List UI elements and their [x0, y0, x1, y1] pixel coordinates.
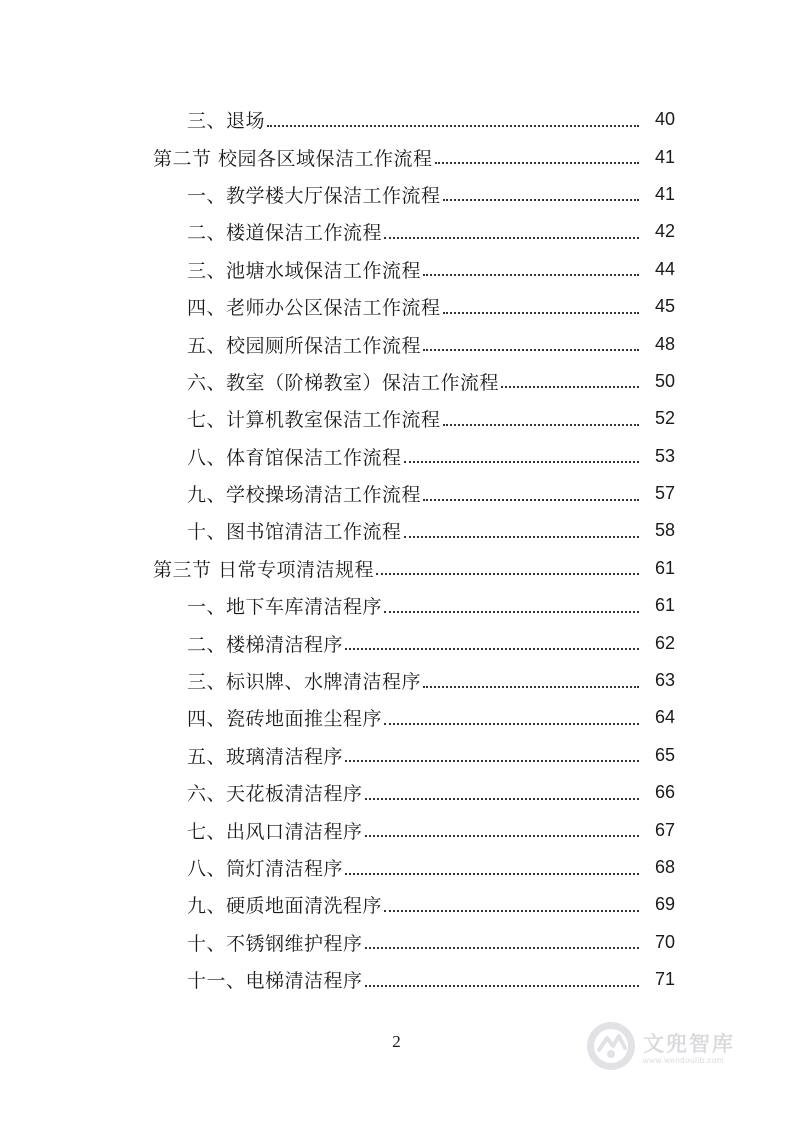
toc-entry[interactable]	[0, 400, 793, 437]
toc-entry[interactable]	[0, 438, 793, 475]
toc-entry[interactable]	[0, 363, 793, 400]
toc-page-number: 48	[654, 333, 675, 354]
toc-page-number: 71	[654, 969, 675, 990]
toc-page-number: 66	[654, 782, 675, 803]
toc-page-number: 57	[654, 483, 675, 504]
toc-entry[interactable]	[0, 961, 793, 998]
toc-page-number: 58	[654, 520, 675, 541]
toc-dot-leader	[345, 873, 639, 875]
toc-page-number: 70	[654, 931, 675, 952]
toc-entry-title: 六、教室（阶梯教室）保洁工作流程	[187, 371, 500, 394]
toc-entry[interactable]	[0, 176, 793, 213]
toc-entry-title: 五、玻璃清洁程序	[187, 745, 344, 768]
toc-entry[interactable]	[0, 924, 793, 961]
table-of-contents	[0, 101, 793, 998]
toc-page-number: 67	[654, 819, 675, 840]
toc-page-number: 61	[654, 595, 675, 616]
toc-page-number: 41	[654, 183, 675, 204]
toc-dot-leader	[376, 573, 639, 575]
toc-dot-leader	[384, 723, 639, 725]
toc-entry-title: 三、标识牌、水牌清洁程序	[187, 671, 422, 694]
toc-dot-leader	[443, 424, 639, 426]
toc-entry[interactable]	[0, 475, 793, 512]
toc-entry[interactable]	[0, 737, 793, 774]
toc-page-number: 53	[654, 445, 675, 466]
toc-entry[interactable]	[0, 251, 793, 288]
toc-entry[interactable]	[0, 325, 793, 362]
toc-dot-leader	[345, 648, 639, 650]
toc-entry-title: 二、楼梯清洁程序	[187, 633, 344, 656]
toc-entry-title: 十、不锈钢维护程序	[187, 932, 363, 955]
toc-entry-title: 十一、电梯清洁程序	[187, 970, 363, 993]
toc-dot-leader	[501, 386, 639, 388]
toc-dot-leader	[365, 947, 639, 949]
toc-entry-title: 三、池塘水域保洁工作流程	[187, 259, 422, 282]
toc-page-number: 61	[654, 557, 675, 578]
toc-dot-leader	[384, 237, 639, 239]
toc-section-entry[interactable]	[0, 550, 793, 587]
toc-entry[interactable]	[0, 587, 793, 624]
toc-entry-title: 四、瓷砖地面推尘程序	[187, 708, 383, 731]
toc-dot-leader	[404, 461, 639, 463]
toc-entry-title: 一、地下车库清洁程序	[187, 596, 383, 619]
toc-entry-title: 四、老师办公区保洁工作流程	[187, 297, 441, 320]
toc-entry[interactable]	[0, 886, 793, 923]
toc-dot-leader	[443, 199, 639, 201]
toc-entry-title: 十、图书馆清洁工作流程	[187, 521, 402, 544]
watermark-domain: www.wendoulib.com	[643, 1055, 724, 1065]
toc-entry-title: 六、天花板清洁程序	[187, 783, 363, 806]
toc-page-number: 65	[654, 744, 675, 765]
toc-page-number: 64	[654, 707, 675, 728]
toc-dot-leader	[384, 910, 639, 912]
toc-dot-leader	[345, 760, 639, 762]
toc-entry[interactable]	[0, 811, 793, 848]
toc-entry-title: 九、硬质地面清洗程序	[187, 895, 383, 918]
toc-entry[interactable]	[0, 774, 793, 811]
toc-dot-leader	[443, 312, 639, 314]
toc-page-number: 69	[654, 894, 675, 915]
toc-dot-leader	[423, 499, 639, 501]
toc-dot-leader	[423, 349, 639, 351]
toc-page-number: 45	[654, 296, 675, 317]
toc-entry[interactable]	[0, 512, 793, 549]
toc-page-number: 42	[654, 221, 675, 242]
toc-section-entry[interactable]	[0, 138, 793, 175]
toc-entry-title: 七、计算机教室保洁工作流程	[187, 409, 441, 432]
toc-dot-leader	[267, 125, 639, 127]
page-number: 2	[392, 1032, 401, 1051]
toc-page-number: 44	[654, 258, 675, 279]
toc-entry[interactable]	[0, 288, 793, 325]
toc-dot-leader	[365, 835, 639, 837]
toc-entry-title: 九、学校操场清洁工作流程	[187, 484, 422, 507]
toc-entry[interactable]	[0, 699, 793, 736]
toc-entry[interactable]	[0, 213, 793, 250]
toc-entry[interactable]	[0, 849, 793, 886]
wendou-logo-icon	[585, 1020, 637, 1072]
toc-dot-leader	[423, 686, 639, 688]
toc-page-number: 41	[654, 146, 675, 167]
toc-entry-title: 第二节 校园各区域保洁工作流程	[153, 147, 433, 170]
toc-page-number: 50	[654, 370, 675, 391]
toc-dot-leader	[423, 274, 639, 276]
toc-entry-title: 八、体育馆保洁工作流程	[187, 446, 402, 469]
toc-entry[interactable]	[0, 101, 793, 138]
toc-entry[interactable]	[0, 662, 793, 699]
watermark	[585, 1018, 775, 1074]
toc-page-number: 52	[654, 408, 675, 429]
toc-entry-title: 第三节 日常专项清洁规程	[153, 558, 375, 581]
toc-dot-leader	[404, 536, 639, 538]
toc-dot-leader	[384, 611, 639, 613]
toc-dot-leader	[365, 798, 639, 800]
toc-entry-title: 二、楼道保洁工作流程	[187, 222, 383, 245]
toc-entry-title: 一、教学楼大厅保洁工作流程	[187, 184, 441, 207]
toc-dot-leader	[435, 162, 639, 164]
toc-page-number: 63	[654, 670, 675, 691]
toc-page-number: 62	[654, 632, 675, 653]
toc-entry-title: 五、校园厕所保洁工作流程	[187, 334, 422, 357]
toc-page-number: 40	[654, 109, 675, 130]
toc-entry-title: 三、退场	[187, 110, 266, 133]
toc-entry-title: 八、筒灯清洁程序	[187, 858, 344, 880]
toc-dot-leader	[365, 985, 639, 987]
toc-entry-title: 七、出风口清洁程序	[187, 820, 363, 843]
watermark-name: 文兜智库	[643, 1031, 735, 1056]
toc-page-number: 68	[654, 857, 675, 877]
toc-entry[interactable]	[0, 624, 793, 661]
